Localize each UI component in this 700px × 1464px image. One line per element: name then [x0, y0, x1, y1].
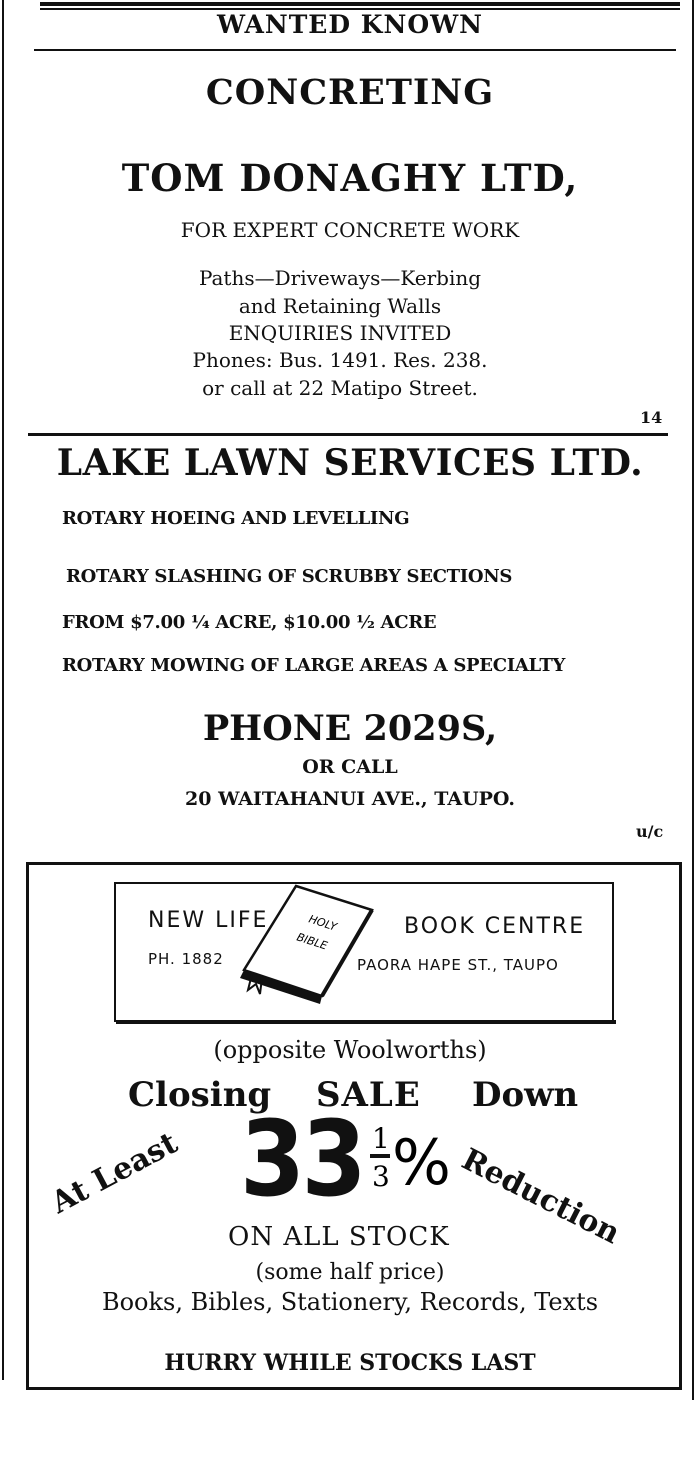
discount-big-number: 33 [240, 1098, 364, 1220]
sale-word: SALE [316, 1075, 421, 1115]
new-life-label: NEW LIFE [148, 908, 269, 933]
book-centre-phone: PH. 1882 [148, 950, 224, 968]
lawn-service-line: ROTARY HOEING AND LEVELLING [62, 508, 410, 529]
hurry-while-stocks-last: HURRY WHILE STOCKS LAST [164, 1350, 536, 1376]
closing-word: Closing [128, 1075, 272, 1115]
logo-box-shadow [116, 1020, 616, 1024]
section-divider-1 [28, 433, 668, 436]
lake-lawn-company-name: LAKE LAWN SERVICES LTD. [56, 442, 644, 484]
page-right-border [692, 0, 694, 1400]
concrete-services-line: and Retaining Walls [238, 294, 442, 318]
book-centre-street: PAORA HAPE ST., TAUPO [357, 956, 559, 974]
lawn-service-line: ROTARY MOWING OF LARGE AREAS A SPECIALTY [62, 655, 566, 676]
lawn-price-line: FROM $7.00 ¼ ACRE, $10.00 ½ ACRE [62, 612, 437, 633]
discount-fraction-percent [362, 1120, 462, 1190]
ad-reference-code: u/c [636, 822, 664, 841]
ad-reference-number: 14 [640, 408, 663, 427]
percent-sign: % [392, 1126, 451, 1190]
on-all-stock: ON ALL STOCK [228, 1222, 450, 1252]
some-half-price: (some half price) [255, 1260, 445, 1285]
holy-bible-book-icon [236, 878, 376, 1008]
wanted-known-heading: WANTED KNOWN [216, 10, 484, 39]
at-least-label: At Least [45, 1125, 184, 1221]
bible-cover-text: BIBLE [295, 930, 329, 953]
opposite-woolworths: (opposite Woolworths) [213, 1036, 487, 1064]
bible-cover-text: HOLY [307, 912, 339, 934]
top-rule-thick [40, 2, 680, 6]
enquiries-invited: ENQUIRIES INVITED [228, 321, 452, 345]
book-centre-label: BOOK CENTRE [404, 914, 586, 939]
lawn-service-line: ROTARY SLASHING OF SCRUBBY SECTIONS [66, 566, 513, 587]
tom-donaghy-company-name: TOM DONAGHY LTD, [121, 156, 579, 200]
stock-categories: Books, Bibles, Stationery, Records, Texts [101, 1288, 599, 1316]
concrete-phones: Phones: Bus. 1491. Res. 238. [192, 348, 488, 372]
concrete-tagline: FOR EXPERT CONCRETE WORK [180, 218, 520, 242]
header-underline [34, 49, 676, 51]
lawn-or-call: OR CALL [302, 756, 398, 778]
lawn-phone: PHONE 2029S, [202, 708, 498, 749]
concreting-title: CONCRETING [205, 72, 495, 113]
lawn-address: 20 WAITAHANUI AVE., TAUPO. [185, 788, 515, 810]
fraction-numerator: 1 [372, 1122, 390, 1155]
fraction-denominator: 3 [372, 1160, 390, 1190]
concrete-address: or call at 22 Matipo Street. [202, 376, 478, 400]
page-left-border [2, 0, 4, 1380]
concrete-services-line: Paths—Driveways—Kerbing [198, 266, 482, 290]
down-word: Down [472, 1075, 579, 1115]
reduction-label: Reduction [456, 1142, 626, 1252]
